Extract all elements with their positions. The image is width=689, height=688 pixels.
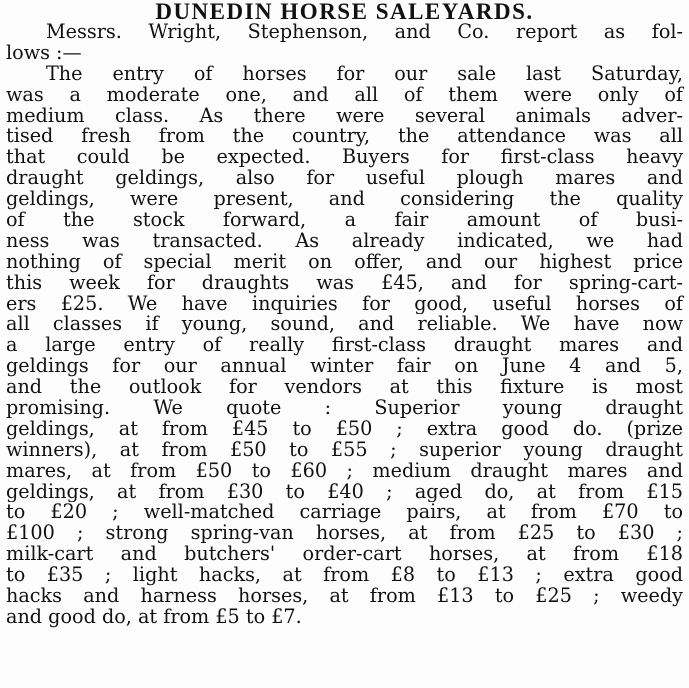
text-line: medium class. As there were several animals adver- <box>6 105 683 127</box>
text-line: £100 ; strong spring-van horses, at from £25 to £30 ; <box>6 523 683 545</box>
text-line: ness was transacted. As already indicated, we had <box>6 230 683 252</box>
text-line: geldings, at from £45 to £50 ; extra good do. (prize <box>6 418 683 440</box>
text-line: and good do, at from £5 to £7. <box>6 606 302 628</box>
text-line: geldings, were present, and considering the quality <box>6 189 683 211</box>
text-line: nothing of special merit on offer, and our highest price <box>6 251 683 273</box>
text-line: promising. We quote : Superior young draught <box>6 398 683 419</box>
text-line: tised fresh from the country, the attendance was all <box>6 126 683 148</box>
text-line: ers £25. We have inquiries for good, useful horses of <box>6 293 683 315</box>
text-line: was a moderate one, and all of them were only of <box>6 84 683 106</box>
text-line: and the outlook for vendors at this fixture is most <box>6 377 683 399</box>
text-line: all classes if young, sound, and reliable. We have now <box>6 314 683 336</box>
text-line: a large entry of really first-class draught mares and <box>6 335 683 357</box>
text-line: hacks and harness horses, at from £13 to £25 ; weedy <box>6 586 683 607</box>
text-line: this week for draughts was £45, and for spring-cart- <box>6 272 683 294</box>
text-line: to £35 ; light hacks, at from £8 to £13 ; extra good <box>6 565 683 587</box>
text-line: geldings, at from £30 to £40 ; aged do, at from £15 <box>6 481 683 503</box>
text-line: The entry of horses for our sale last Saturday, <box>46 63 683 85</box>
text-line: milk-cart and butchers' order-cart horses, at from £18 <box>6 544 683 566</box>
text-line: geldings for our annual winter fair on June 4 and 5, <box>6 356 683 378</box>
text-line: mares, at from £50 to £60 ; medium draught mares and <box>6 460 683 482</box>
text-line: winners), at from £50 to £55 ; superior young draught <box>6 439 683 461</box>
text-line: that could be expected. Buyers for first-class heavy <box>6 147 683 169</box>
text-line: to £20 ; well-matched carriage pairs, at from £70 to <box>6 502 683 524</box>
article-body <box>0 22 689 628</box>
text-line: draught geldings, also for useful plough mares and <box>6 168 683 190</box>
article-title: DUNEDIN HORSE SALEYARDS. <box>155 0 534 24</box>
text-line: lows :— <box>6 42 82 64</box>
text-line: Messrs. Wright, Stephenson, and Co. report as fol- <box>46 22 683 43</box>
text-line: of the stock forward, a fair amount of busi- <box>6 210 683 231</box>
